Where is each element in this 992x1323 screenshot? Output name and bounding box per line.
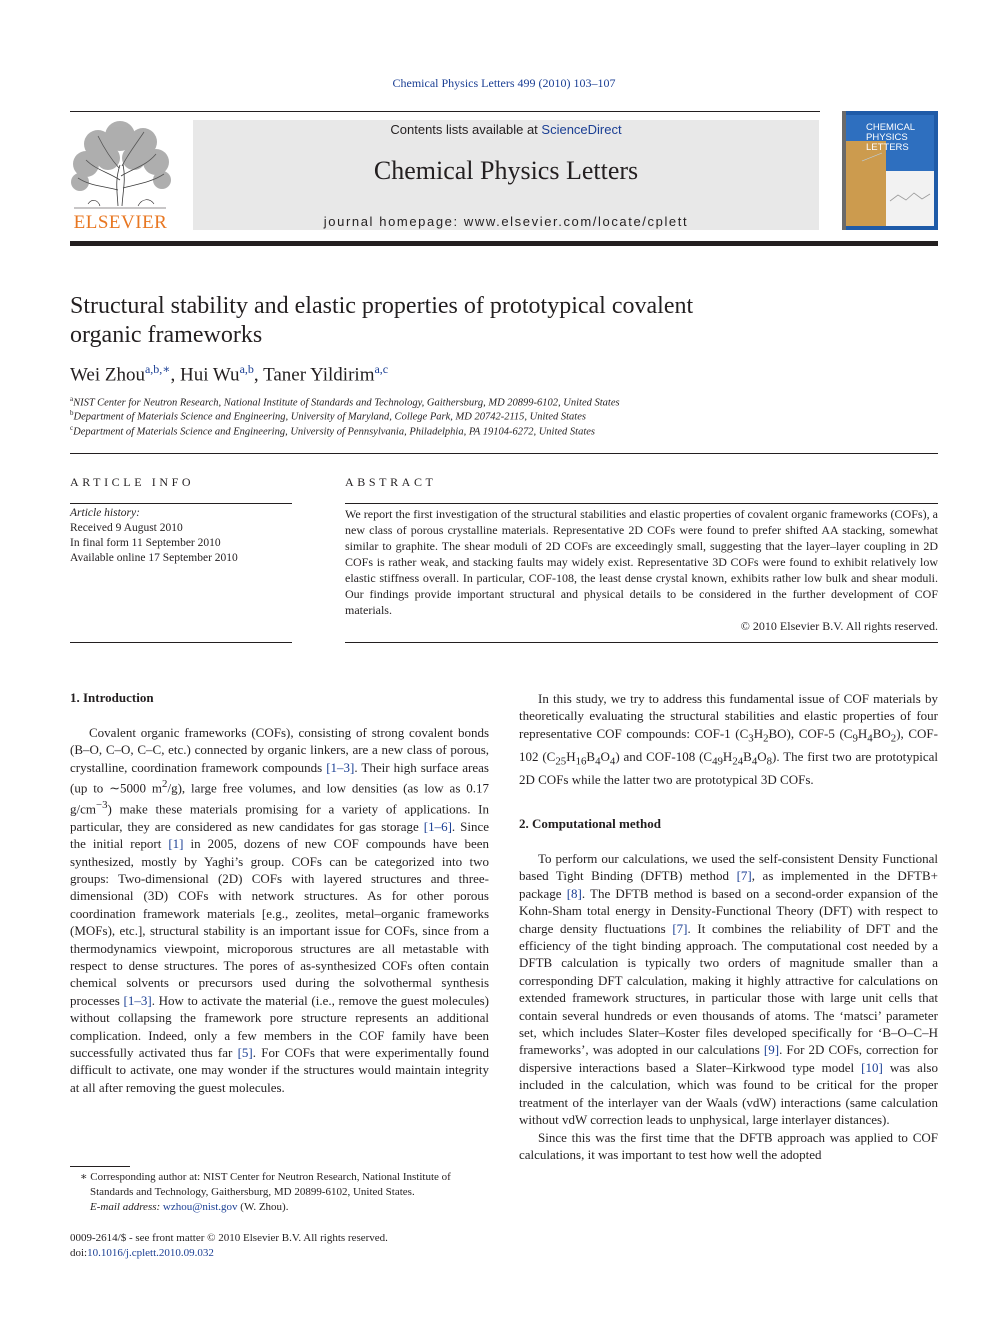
body-text: ). The first two are prototypical 2D COFs while the latter two are prototypical 3D COFs. bbox=[519, 748, 938, 787]
issn-line: 0009-2614/$ - see front matter © 2010 Elsevier B.V. All rights reserved. bbox=[70, 1232, 388, 1244]
cover-title bbox=[866, 123, 915, 153]
body-text: . It combines the reliability of DFT and the efficiency of the tight binding approach. The computational cost needed by a DFTB calculation is typically two orders of magnitude smaller than a corresponding DFT calculation, making it highly attractive for calculations on extended framework structures, in particular those with large unit cells that contain several hundreds or even thousands of atoms. The ‘matsci’ parameter set, which includes Slater–Koster files developed specifically for ‘B–O–C–H frameworks’, was adopted in our calculations bbox=[519, 920, 938, 1058]
reference-link[interactable]: [1–3] bbox=[326, 759, 355, 775]
article-history bbox=[70, 506, 238, 566]
journal-citation[interactable]: Chemical Physics Letters 499 (2010) 103–107 bbox=[392, 76, 616, 90]
body-text: was also included in the calculation, which was found to be critical for the proper treatment of the interlayer van der Waals (vdW) interactions (same calculation without vdW correction leads to unphysical, large interlayer distances). bbox=[519, 1059, 938, 1128]
body-text: H bbox=[566, 748, 576, 764]
revised-date: In final form 11 September 2010 bbox=[70, 537, 221, 549]
affiliation-text: Department of Materials Science and Engineering, University of Pennsylvania, Philadelphia, PA 19104-6272, United States bbox=[73, 426, 596, 438]
footnote-mark: ∗ bbox=[80, 1171, 88, 1183]
front-matter-info bbox=[70, 1231, 388, 1261]
email-link[interactable]: wzhou@nist.gov bbox=[162, 1201, 238, 1213]
affiliation-mark: c bbox=[70, 424, 74, 432]
reference-link[interactable]: [1] bbox=[168, 836, 184, 852]
method-paragraph bbox=[519, 850, 938, 1129]
subscript: 4 bbox=[867, 732, 873, 745]
abstract-rule bbox=[345, 503, 938, 504]
elsevier-wordmark: ELSEVIER bbox=[73, 212, 168, 233]
article-info-heading: ARTICLE INFO bbox=[70, 475, 195, 489]
journal-homepage[interactable]: journal homepage: www.elsevier.com/locate/cplett bbox=[323, 214, 689, 229]
body-text: . Their high surface areas (up to ∼5000 m bbox=[70, 759, 489, 796]
subscript: 16 bbox=[575, 755, 587, 768]
body-text: ) make these materials promising for a variety of applications. In particular, they are considered as new candidates for gas storage bbox=[70, 801, 489, 834]
subscript: 24 bbox=[732, 755, 744, 768]
intro-paragraph bbox=[70, 724, 489, 1096]
affiliation-rule bbox=[70, 453, 938, 454]
sciencedirect-link[interactable]: ScienceDirect bbox=[541, 122, 622, 137]
reference-link[interactable]: [1–3] bbox=[123, 992, 152, 1008]
subscript: 4 bbox=[751, 755, 758, 768]
header-thick-rule bbox=[70, 241, 938, 246]
subscript: 2 bbox=[890, 732, 897, 745]
affiliation-mark: a bbox=[70, 395, 74, 403]
journal-banner bbox=[193, 120, 819, 230]
body-text: H bbox=[857, 725, 868, 741]
subscript: 8 bbox=[766, 755, 773, 768]
left-column bbox=[70, 724, 489, 1096]
right-column-top bbox=[519, 690, 938, 788]
abstract-copyright: © 2010 Elsevier B.V. All rights reserved. bbox=[740, 619, 938, 633]
affiliation-c bbox=[70, 424, 595, 438]
subscript: 49 bbox=[712, 755, 723, 768]
section-heading-introduction: 1. Introduction bbox=[70, 690, 154, 705]
affiliation-text: Department of Materials Science and Engineering, University of Maryland, College Park, MD 20742-2115, United States bbox=[73, 411, 586, 423]
author-affiliation-marks[interactable]: a,b bbox=[239, 362, 254, 376]
subscript: 3 bbox=[748, 732, 754, 745]
body-text: O bbox=[600, 748, 610, 764]
affiliation-a bbox=[70, 395, 620, 409]
doi-link[interactable]: 10.1016/j.cplett.2010.09.032 bbox=[87, 1247, 214, 1259]
right-column bbox=[519, 850, 938, 1163]
contents-line bbox=[193, 122, 819, 137]
body-text: ) and COF-108 (C bbox=[615, 748, 713, 764]
body-text: . The DFTB method is based on a second-order expansion of the Kohn-Sham total energy in Density-Functional Theory (DFT) with respect to charge density fluctuations bbox=[519, 885, 938, 936]
body-text: , as implemented in the DFTB+ package bbox=[519, 868, 938, 901]
elsevier-logo[interactable] bbox=[68, 120, 173, 232]
affiliation-b bbox=[70, 409, 586, 423]
affiliation-text: NIST Center for Neutron Research, National Institute of Standards and Technology, Gaithersburg, MD 20899-6102, United States bbox=[73, 397, 620, 409]
body-text: in 2005, dozens of new COF compounds have been synthesized, mostly by Yaghi’s group. COFs can be categorized into two groups: Two-dimensional (2D) COFs with layered structures and three-dimensional (3D) COFs with network structures. As for other porous coordination framework materials [e.g., zeolites, metal–organic frameworks (MOFs), etc.], structural stability is an important issue for COFs, since from a thermodynamics viewpoint, microporous structures are all metastable with respect to dense structures. The pores of as-synthesized COFs often contain chemical solvents or precursors used during the solvothermal synthesis processes bbox=[70, 836, 489, 1008]
body-text: B bbox=[743, 748, 752, 764]
body-text: . Since the initial report bbox=[70, 818, 489, 852]
reference-link[interactable]: [8] bbox=[566, 885, 582, 901]
email-suffix: (W. Zhou). bbox=[237, 1201, 289, 1213]
body-text: BO), COF-5 (C bbox=[768, 725, 853, 741]
contents-prefix: Contents lists available at bbox=[390, 122, 542, 137]
intro-paragraph-2 bbox=[519, 690, 938, 788]
body-text: BO bbox=[872, 725, 891, 741]
affiliation-mark: b bbox=[70, 409, 74, 417]
header-rule bbox=[70, 111, 820, 112]
reference-link[interactable]: [5] bbox=[237, 1044, 253, 1060]
body-text: H bbox=[722, 748, 733, 764]
reference-link[interactable]: [7] bbox=[672, 920, 688, 936]
reference-link[interactable]: [1–6] bbox=[423, 818, 452, 834]
abstract-bottom-rule bbox=[345, 642, 938, 643]
body-text: To perform our calculations, we used the self-consistent Density Functional based Tight Binding (DFTB) method bbox=[519, 851, 938, 884]
subscript: 4 bbox=[609, 755, 616, 768]
author-name[interactable]: Wei Zhou bbox=[70, 364, 145, 386]
abstract-text: We report the first investigation of the structural stabilities and elastic properties of covalent organic frameworks (COFs), a new class of porous crystalline materials. Representative 2D COFs were found to prefer shifted AA stacking, somewhat similar to graphite. The shear moduli of 2D COFs are exceedingly small, suggesting that the layer–layer coupling in 2D COFs is rather weak, and stacking faults may widely exist. Representative 3D COFs were found to exhibit relatively low elastic stiffness overall. In particular, COF-108, the least dense crystal known, exhibits rather low bulk and shear moduli. Our findings provide important structural and physical details to be considered in the further development of COF materials. bbox=[345, 507, 938, 617]
body-text: ), COF-102 (C bbox=[519, 725, 938, 764]
abstract-heading: ABSTRACT bbox=[345, 475, 437, 489]
body-text: . For COFs that were experimentally found difficult to activate, one may wonder if the structures would maintain integrity at all after removing the guest molecules. bbox=[70, 1044, 489, 1095]
footnote-rule bbox=[70, 1166, 130, 1167]
body-text: /g), large free volumes, and low densities (as low as 0.17 g/cm bbox=[70, 780, 489, 817]
doi-prefix: doi: bbox=[70, 1247, 88, 1259]
subscript: 2 bbox=[763, 732, 769, 745]
journal-cover[interactable] bbox=[842, 111, 938, 230]
received-date: Received 9 August 2010 bbox=[70, 522, 183, 534]
article-title-line-1: Structural stability and elastic properties of prototypical covalent bbox=[70, 293, 694, 319]
journal-title: Chemical Physics Letters bbox=[373, 156, 639, 185]
cover-title-line-1: CHEMICAL bbox=[866, 122, 916, 133]
body-text: O bbox=[757, 748, 767, 764]
cover-title-line-3: LETTERS bbox=[866, 142, 909, 153]
online-date: Available online 17 September 2010 bbox=[70, 552, 238, 564]
article-info-bottom-rule bbox=[70, 642, 292, 643]
author-name[interactable]: Hui Wu bbox=[179, 364, 240, 386]
reference-link[interactable]: [10] bbox=[861, 1059, 883, 1075]
body-text: Covalent organic frameworks (COFs), consisting of strong covalent bonds (B–O, C–O, C–C, etc.) connected by organic linkers, are a new class of porous, crystalline, coordination framework compounds bbox=[70, 725, 489, 775]
article-info-rule bbox=[70, 503, 292, 504]
reference-link[interactable]: [9] bbox=[763, 1042, 780, 1058]
article-title-line-2: organic frameworks bbox=[70, 322, 263, 348]
author-list: Wei Zhou$^{a,b,∗}$, Hui Wu$^{a,b}$, Taner Yildirim$^{a,c}$ bbox=[70, 362, 389, 386]
subscript: 25 bbox=[555, 755, 567, 768]
subscript: 4 bbox=[595, 755, 601, 768]
cover-title-line-2: PHYSICS bbox=[866, 132, 908, 143]
body-text: H bbox=[753, 725, 764, 741]
superscript: −3 bbox=[96, 798, 108, 811]
subscript: 9 bbox=[852, 732, 858, 745]
author-affiliation-marks[interactable]: a,b,∗ bbox=[144, 362, 171, 376]
superscript: 2 bbox=[162, 778, 168, 791]
footnote-text: Corresponding author at: NIST Center for Neutron Research, National Institute of Standards and Technology, Gaithersburg, MD 20899-6102, United States. bbox=[90, 1171, 451, 1198]
article-title bbox=[70, 292, 830, 350]
body-text: In this study, we try to address this fundamental issue of COF materials by theoretically evaluating the structural stabilities and elastic properties of four representative COF compounds: COF-1 (C bbox=[519, 691, 938, 741]
email-label: E-mail address: bbox=[90, 1201, 161, 1213]
author-name[interactable]: Taner Yildirim bbox=[263, 364, 375, 386]
method-paragraph-2: Since this was the first time that the DFTB approach was applied to COF calculations, it was important to test how well the adopted bbox=[519, 1129, 938, 1162]
reference-link[interactable]: [7] bbox=[736, 868, 752, 884]
body-text: B bbox=[586, 748, 596, 764]
section-heading-computational-method: 2. Computational method bbox=[519, 816, 661, 831]
history-label: Article history: bbox=[70, 507, 140, 519]
author-affiliation-marks[interactable]: a,c bbox=[374, 362, 389, 376]
corresponding-author-footnote bbox=[70, 1170, 490, 1215]
body-text: . How to activate the material (i.e., remove the guest molecules) without collapsing the framework pore structure represents an additional complication. Indeed, only a few members in the COF family have been successfully activated thus far bbox=[70, 992, 489, 1060]
body-text: . For 2D COFs, correction for dispersive interactions based a Slater–Kirkwood type model bbox=[519, 1042, 939, 1075]
